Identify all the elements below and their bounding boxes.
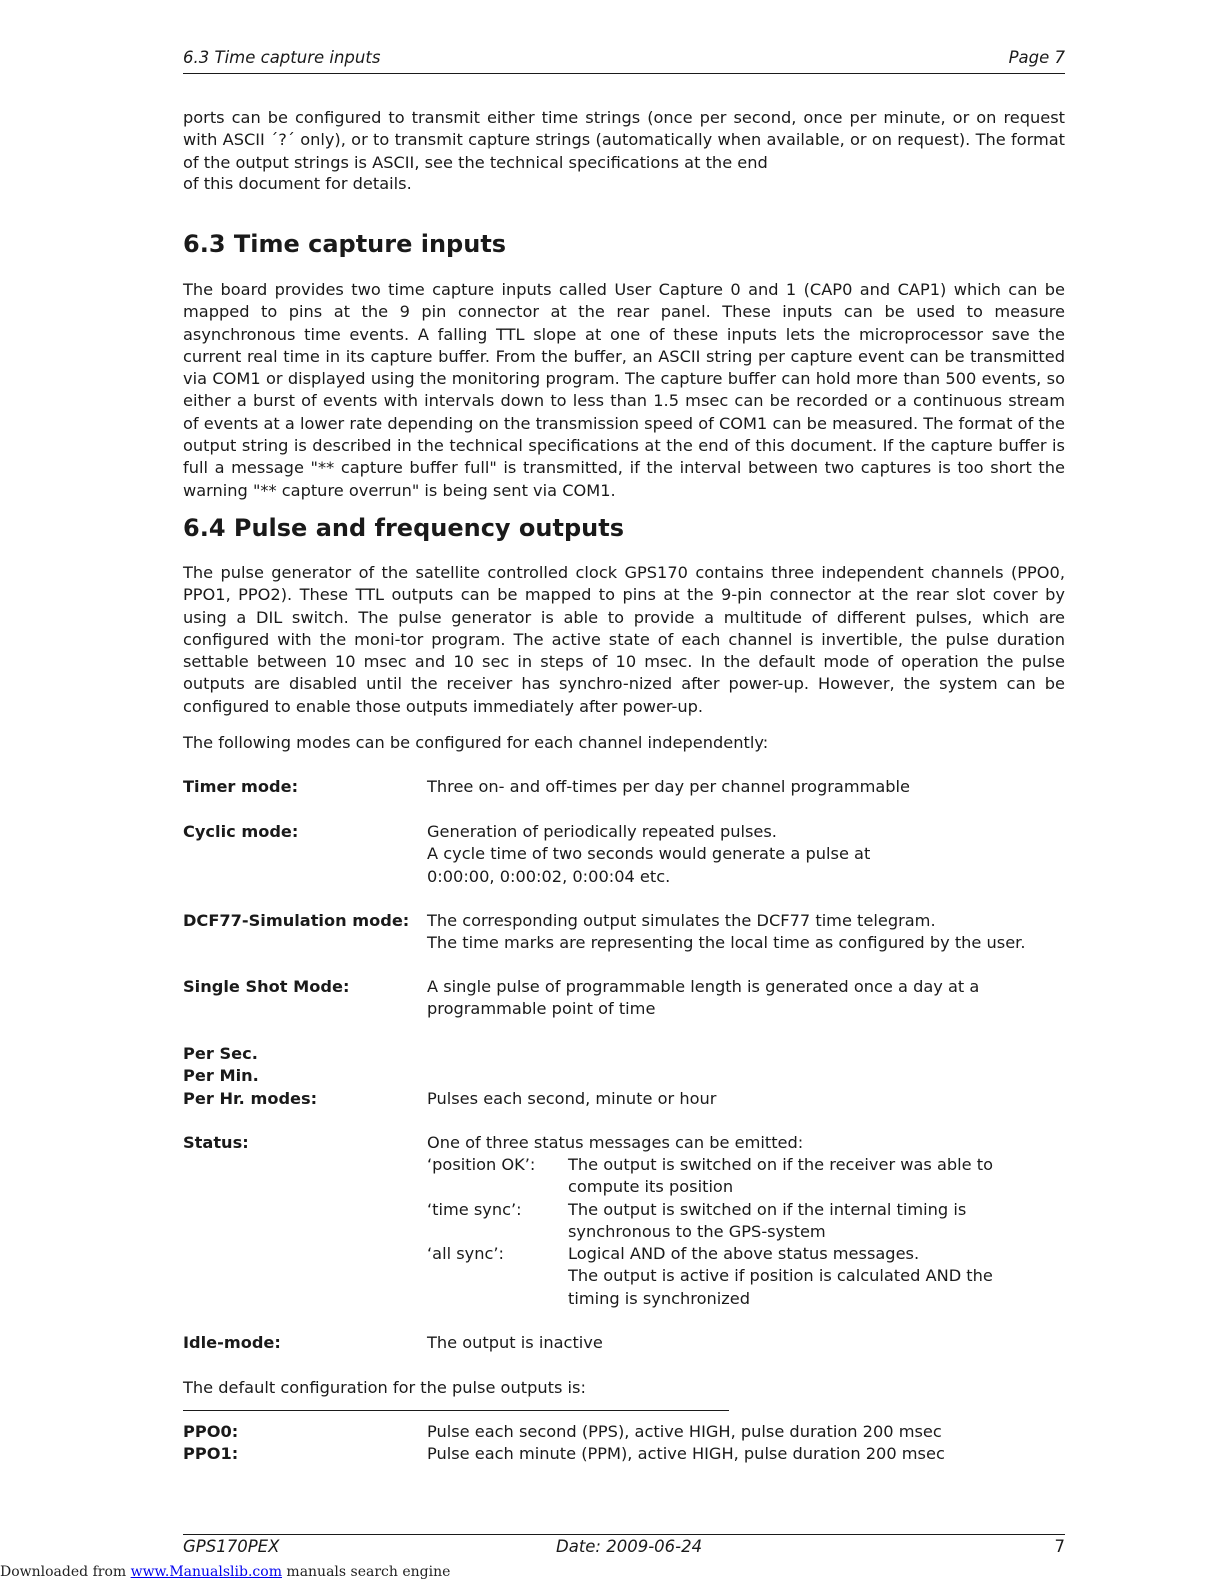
download-watermark <box>0 1562 450 1582</box>
status-desc-time-sync <box>568 1199 1048 1244</box>
mode-desc-per-modes: Pulses each second, minute or hour <box>427 1089 717 1108</box>
footer-page-number: 7 <box>1054 1537 1065 1556</box>
mode-desc-cyclic <box>427 821 1067 888</box>
mode-desc-line: 0:00:00, 0:00:02, 0:00:04 etc. <box>427 866 671 886</box>
status-label-all-sync: ‘all sync’: <box>427 1244 504 1263</box>
watermark-link[interactable]: www.Manualslib.com <box>130 1564 282 1580</box>
default-term-ppo1: PPO1: <box>183 1444 239 1463</box>
intro-paragraph: ports can be configured to transmit either time strings (once per second, once per minute, or on request with ASCII ´?´ only), or to transmit capture strings (automatically when available, or on request). The format of the output strings is ASCII, see the technical specifications at the end <box>183 108 1065 172</box>
mode-desc-dcf77 <box>427 910 1067 955</box>
running-header <box>183 46 1065 74</box>
watermark-prefix: Downloaded from <box>0 1564 131 1580</box>
mode-desc-line: The time marks are representing the local time as configured by the user. <box>427 933 1026 953</box>
mode-term-single-shot: Single Shot Mode: <box>183 977 350 996</box>
status-intro: One of three status messages can be emitted: <box>427 1133 804 1152</box>
status-desc-line: The output is switched on if the receiver was able to <box>568 1155 994 1174</box>
mode-desc-idle: The output is inactive <box>427 1333 603 1352</box>
status-label-position-ok: ‘position OK’: <box>427 1155 536 1174</box>
default-desc-ppo0: Pulse each second (PPS), active HIGH, pulse duration 200 msec <box>427 1422 942 1441</box>
mode-term-per-hr: Per Hr. modes: <box>183 1089 318 1108</box>
mode-desc-line: programmable point of time <box>427 999 656 1019</box>
intro-paragraph-tail: of this document for details. <box>183 174 412 193</box>
mode-term-per-min: Per Min. <box>183 1066 259 1085</box>
mode-term-status: Status: <box>183 1133 249 1152</box>
status-desc-line: compute its position <box>568 1177 734 1197</box>
watermark-suffix: manuals search engine <box>281 1564 451 1580</box>
mode-desc-line: Generation of periodically repeated pulses. <box>427 822 777 841</box>
mode-desc-single-shot <box>427 976 1067 1021</box>
mode-term-timer: Timer mode: <box>183 777 299 796</box>
mode-desc-line: The corresponding output simulates the DCF77 time telegram. <box>427 911 936 930</box>
mode-term-per-sec: Per Sec. <box>183 1044 258 1063</box>
mode-term-idle: Idle-mode: <box>183 1333 281 1352</box>
status-desc-line: The output is active if position is calculated AND the <box>568 1266 993 1286</box>
running-footer <box>183 1534 1065 1559</box>
section-heading-pulse-outputs: 6.4 Pulse and frequency outputs <box>183 514 624 542</box>
mode-term-dcf77: DCF77-Simulation mode: <box>183 911 410 930</box>
mode-term-cyclic: Cyclic mode: <box>183 822 299 841</box>
default-desc-ppo1: Pulse each minute (PPM), active HIGH, pulse duration 200 msec <box>427 1444 945 1463</box>
time-capture-paragraph: The board provides two time capture inputs called User Capture 0 and 1 (CAP0 and CAP1) which can be mapped to pins at the 9 pin connector at the rear panel. These inputs can be used to measure asynchronous time events. A falling TTL slope at one of these inputs lets the microprocessor save the current real time in its capture buffer. From the buffer, an ASCII string per capture event can be transmitted via COM1 or displayed using the monitoring program. The capture buffer can hold more than 500 events, so either a burst of events with intervals down to less than 1.5 msec can be recorded or a continuous stream of events at a lower rate depending on the transmission speed of COM1 can be measured. The format of the output string is described in the technical specifications at the end of this document. If the capture buffer is full a message "** capture buffer full" is transmitted, if the interval between two captures is too short the warning "** capture overrun" is being sent via COM1. <box>183 280 1065 500</box>
status-desc-all-sync <box>568 1243 1048 1310</box>
status-desc-line: timing is synchronized <box>568 1288 750 1308</box>
status-desc-position-ok <box>568 1154 1048 1199</box>
status-desc-line: Logical AND of the above status messages. <box>568 1244 920 1263</box>
default-term-ppo0: PPO0: <box>183 1422 239 1441</box>
mode-desc-line: A cycle time of two seconds would generate a pulse at <box>427 844 871 864</box>
footer-product: GPS170PEX <box>183 1537 280 1556</box>
header-page-label: Page 7 <box>1008 48 1065 67</box>
pulse-outputs-paragraph: The pulse generator of the satellite controlled clock GPS170 contains three independent channels (PPO0, PPO1, PPO2). These TTL outputs can be mapped to pins at the 9-pin connector at the rear slot cover by using a DIL switch. The pulse generator is able to provide a multitude of different pulses, which are configured with the moni-tor program. The active state of each channel is invertible, the pulse duration settable between 10 msec and 10 sec in steps of 10 msec. In the default mode of operation the pulse outputs are disabled until the receiver has synchro-nized after power-up. However, the system can be configured to enable those outputs immediately after power-up. <box>183 563 1065 716</box>
mode-desc-line: Three on- and off-times per day per channel programmable <box>427 777 911 796</box>
header-section-title: 6.3 Time capture inputs <box>183 48 381 67</box>
mode-desc-timer <box>427 776 1067 798</box>
table-rule <box>183 1410 729 1411</box>
status-desc-line: synchronous to the GPS-system <box>568 1222 826 1242</box>
footer-date: Date: 2009-06-24 <box>556 1537 703 1556</box>
mode-desc-line: A single pulse of programmable length is generated once a day at a <box>427 977 980 996</box>
status-label-time-sync: ‘time sync’: <box>427 1200 522 1219</box>
modes-intro: The following modes can be configured for each channel independently: <box>183 733 769 752</box>
status-desc-line: The output is switched on if the internal timing is <box>568 1200 967 1219</box>
section-heading-time-capture: 6.3 Time capture inputs <box>183 230 507 258</box>
default-config-intro: The default configuration for the pulse outputs is: <box>183 1378 586 1397</box>
